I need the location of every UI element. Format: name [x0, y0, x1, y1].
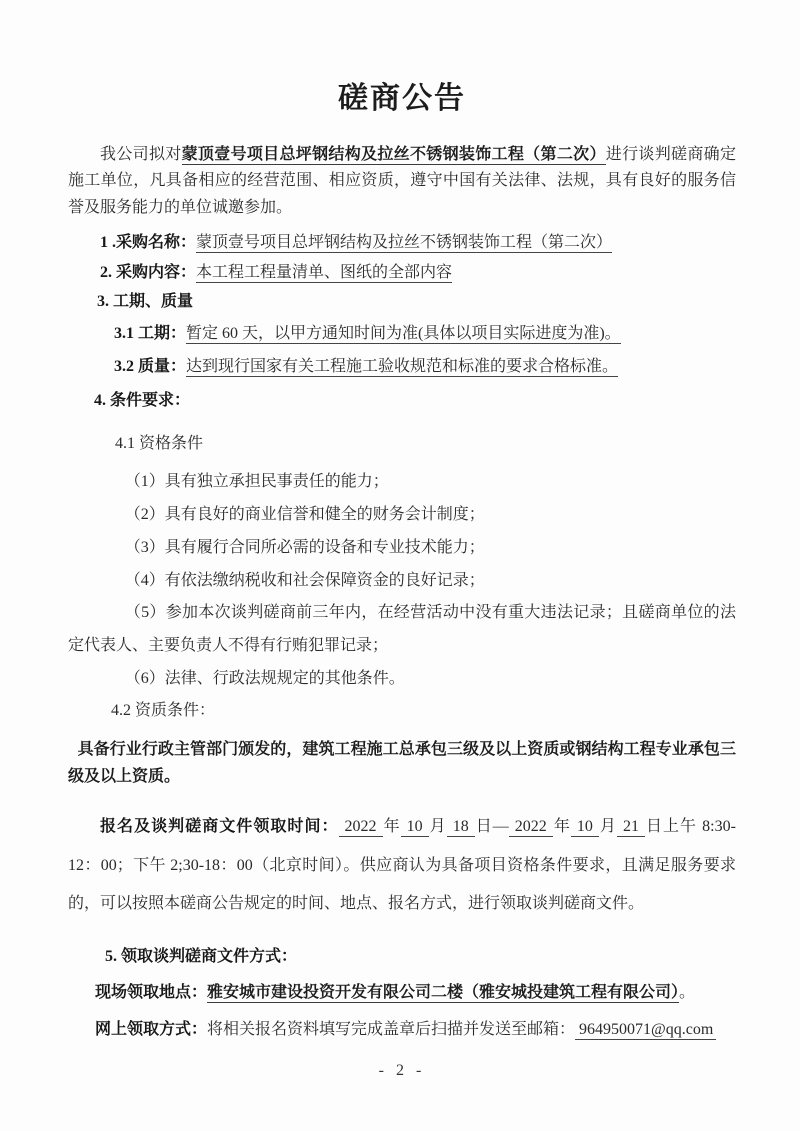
onsite-pickup-label: 现场领取地点：	[95, 983, 208, 1001]
end-day: 21	[617, 818, 645, 837]
schedule-heading: 3. 工期、质量	[97, 293, 194, 311]
onsite-pickup-period: 。	[679, 983, 696, 1001]
duration-row	[114, 322, 736, 346]
condition-item-4: （4）有依法缴纳税收和社会保障资金的良好记录；	[124, 571, 485, 589]
condition-item-1: （1）具有独立承担民事责任的能力；	[124, 473, 389, 491]
onsite-pickup-row	[95, 981, 736, 1005]
condition-item-3: （3）具有履行合同所必需的设备和专业技术能力；	[124, 538, 485, 556]
credential-heading: 4.2 资质条件：	[111, 701, 216, 719]
start-year: 2022	[339, 818, 383, 837]
date-separator: 日—	[474, 818, 509, 836]
purchase-name-value: 蒙顶壹号项目总坪钢结构及拉丝不锈钢装饰工程（第二次）	[196, 234, 613, 252]
requirements-heading: 4. 条件要求：	[94, 392, 191, 410]
registration-time-paragraph	[68, 808, 736, 922]
condition-item-6: （6）法律、行政法规规定的其他条件。	[124, 669, 405, 687]
start-day: 18	[447, 818, 475, 837]
credential-paragraph: 具备行业行政主管部门颁发的，建筑工程施工总承包三级及以上资质或钢结构工程专业承包三级及以上资质。	[68, 740, 736, 785]
registration-time-details: 日上午 8:30-12：00；下午 2;30-18：00（北京时间）。供应商认为具备项目资格条件要求，且满足服务要求的，可以按照本磋商公告规定的时间、地点、报名方式，进行领取谈判磋商文件。	[68, 818, 736, 912]
condition-item-5: （5）参加本次谈判磋商前三年内，在经营活动中没有重大违法记录；且磋商单位的法定代表人、主要负责人不得有行贿犯罪记录；	[68, 604, 736, 655]
end-year-unit: 年	[552, 818, 571, 836]
end-year: 2022	[509, 818, 553, 837]
page-title: 磋商公告	[338, 82, 466, 115]
pickup-method-heading: 5. 领取谈判磋商文件方式：	[105, 947, 298, 965]
duration-label: 3.1 工期：	[114, 325, 187, 343]
condition-item-2: （2）具有良好的商业信誉和健全的财务会计制度；	[124, 505, 485, 523]
start-month: 10	[401, 818, 429, 837]
intro-paragraph	[68, 142, 736, 223]
intro-project-name: 蒙顶壹号项目总坪钢结构及拉丝不锈钢装饰工程（第二次）	[181, 145, 606, 163]
onsite-pickup-address: 雅安城市建设投资开发有限公司二楼（雅安城投建筑工程有限公司）	[207, 983, 680, 1001]
purchase-content-value: 本工程工程量清单、图纸的全部内容	[196, 264, 453, 282]
duration-value: 暂定 60 天，以甲方通知时间为准(具体以项目实际进度为准)。	[186, 325, 621, 343]
purchase-content-label: 2. 采购内容：	[100, 264, 197, 282]
qualification-heading: 4.1 资格条件	[115, 435, 204, 453]
registration-time-label: 报名及谈判磋商文件领取时间：	[100, 818, 339, 836]
purchase-content-row	[100, 261, 736, 285]
start-month-unit: 月	[428, 818, 447, 836]
start-year-unit: 年	[382, 818, 401, 836]
end-month-unit: 月	[598, 818, 617, 836]
quality-label: 3.2 质量：	[114, 358, 187, 376]
online-pickup-instruction: 将相关报名资料填写完成盖章后扫描并发送至邮箱：	[207, 1020, 576, 1038]
purchase-name-label: 1 .采购名称：	[100, 234, 197, 252]
quality-row	[114, 355, 736, 379]
qualification-conditions-list	[68, 466, 736, 696]
purchase-name-row	[100, 231, 736, 255]
intro-prefix: 我公司拟对	[100, 145, 182, 163]
online-pickup-row	[95, 1018, 736, 1042]
online-pickup-label: 网上领取方式：	[95, 1020, 208, 1038]
end-month: 10	[571, 818, 599, 837]
intro-rest: 进行谈判磋商确定施工单位，凡具备相应的经营范围、相应资质，遵守中国有关法律、法规，具有良好的服务信誉及服务能力的单位诚邀参加。	[68, 145, 736, 217]
page-number: - 2 -	[378, 1061, 426, 1079]
quality-value: 达到现行国家有关工程施工验收规范和标准的要求合格标准。	[186, 358, 619, 376]
email-address: 964950071@qq.com	[575, 1021, 716, 1040]
